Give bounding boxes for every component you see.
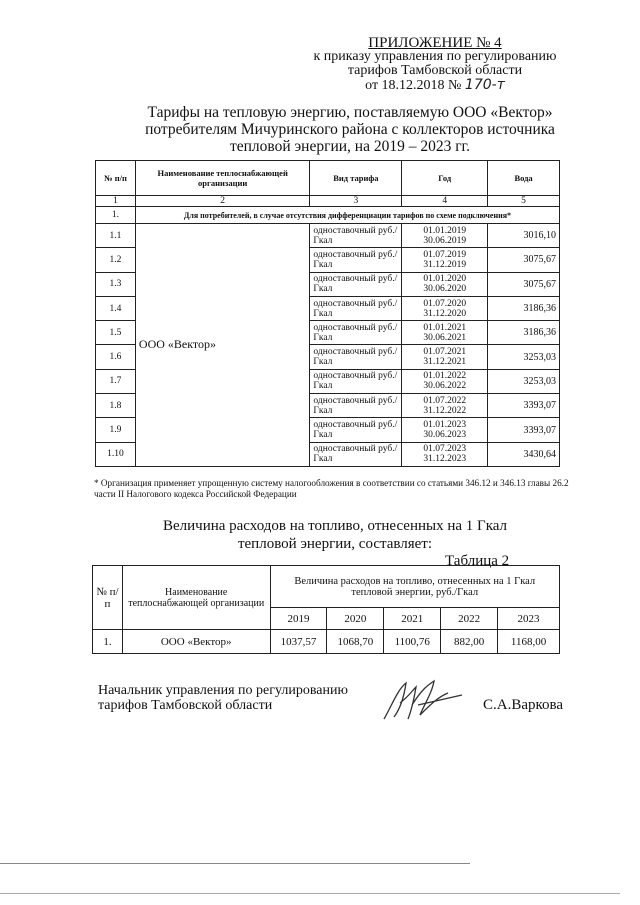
tariff-type: одноставочный руб./Гкал — [310, 394, 402, 418]
period-end: 31.12.2022 — [423, 405, 467, 416]
tariff-period — [402, 296, 488, 320]
period-start: 01.01.2021 — [423, 322, 467, 333]
appendix-line-4 — [300, 78, 570, 93]
row-num: 1.2 — [96, 248, 136, 272]
period-end: 30.06.2023 — [423, 430, 467, 441]
column-number-row — [96, 196, 560, 207]
fuel-title: Величина расходов на топливо, отнесенных на 1 Гкал тепловой энергии, составляет: — [162, 518, 508, 552]
row-num: 1.6 — [96, 345, 136, 369]
period-start: 01.01.2019 — [423, 225, 467, 236]
fuel-year: 2019 — [270, 608, 327, 630]
fuel-year: 2021 — [384, 608, 441, 630]
header-tariff-type: Вид тарифа — [310, 161, 402, 196]
tariff-type: одноставочный руб./Гкал — [310, 248, 402, 272]
section-text: Для потребителей, в случае отсутствия дифференциации тарифов по схеме подключения* — [135, 207, 559, 224]
table2-label: Таблица 2 — [445, 553, 510, 569]
period-start: 01.07.2021 — [423, 347, 467, 358]
tariff-type: одноставочный руб./Гкал — [310, 345, 402, 369]
header-num: № п/п — [96, 161, 136, 196]
col-num-4: 4 — [402, 196, 488, 207]
tariff-value: 3186,36 — [488, 321, 560, 345]
fuel-header-value: Величина расходов на топливо, отнесенных на 1 Гкал тепловой энергии, руб./Гкал — [270, 566, 560, 608]
appendix-header — [300, 36, 570, 93]
section-num: 1. — [96, 207, 136, 224]
tariff-period — [402, 442, 488, 466]
appendix-title: ПРИЛОЖЕНИЕ № 4 — [368, 35, 502, 51]
tariff-value: 3016,10 — [488, 224, 560, 248]
fuel-value: 1068,70 — [327, 630, 384, 654]
period-end: 30.06.2021 — [423, 332, 467, 343]
period-end: 30.06.2020 — [423, 284, 467, 295]
col-num-2: 2 — [135, 196, 310, 207]
tariff-period — [402, 418, 488, 442]
tariff-value: 3430,64 — [488, 442, 560, 466]
fuel-header-num: № п/п — [93, 566, 123, 630]
tariff-table — [95, 160, 560, 467]
signer-position — [98, 683, 348, 713]
period-start: 01.07.2023 — [423, 444, 467, 455]
tariff-type: одноставочный руб./Гкал — [310, 321, 402, 345]
document-title: Тарифы на тепловую энергию, поставляемую ООО «Вектор» потребителям Мичуринского района с коллекторов источника тепловой энергии, на 2019 – 2023 гг. — [145, 104, 555, 155]
fuel-value: 1100,76 — [384, 630, 441, 654]
tariff-period — [402, 321, 488, 345]
period-end: 31.12.2023 — [423, 454, 467, 465]
header-org: Наименование теплоснабжающей организации — [135, 161, 310, 196]
order-number: 170-т — [464, 77, 505, 93]
signer-position-line-2: тарифов Тамбовской области — [98, 698, 273, 713]
period-end: 31.12.2021 — [423, 357, 467, 368]
col-num-5: 5 — [488, 196, 560, 207]
fuel-year: 2020 — [327, 608, 384, 630]
row-num: 1.4 — [96, 296, 136, 320]
period-start: 01.01.2020 — [423, 274, 467, 285]
row-num: 1.9 — [96, 418, 136, 442]
tariff-value: 3393,07 — [488, 418, 560, 442]
fuel-table — [92, 565, 560, 654]
fuel-value: 1168,00 — [498, 630, 560, 654]
appendix-line-3: тарифов Тамбовской области — [347, 63, 523, 78]
fuel-year: 2022 — [441, 608, 498, 630]
row-num: 1.3 — [96, 272, 136, 296]
period-end: 31.12.2020 — [423, 308, 467, 319]
tariff-period — [402, 369, 488, 393]
fuel-data-row — [93, 630, 560, 654]
tariff-table-header — [96, 161, 560, 196]
period-end: 31.12.2019 — [423, 259, 467, 270]
bottom-rule-2 — [0, 893, 620, 894]
row-num: 1.1 — [96, 224, 136, 248]
col-num-1: 1 — [96, 196, 136, 207]
tariff-type: одноставочный руб./Гкал — [310, 369, 402, 393]
tariff-rows — [96, 224, 560, 467]
period-start: 01.07.2019 — [423, 249, 467, 260]
tariff-type: одноставочный руб./Гкал — [310, 418, 402, 442]
col-num-3: 3 — [310, 196, 402, 207]
row-num: 1.7 — [96, 369, 136, 393]
period-end: 30.06.2019 — [423, 235, 467, 246]
row-num: 1.10 — [96, 442, 136, 466]
header-water: Вода — [488, 161, 560, 196]
tariff-row — [96, 224, 560, 248]
fuel-value: 882,00 — [441, 630, 498, 654]
row-num: 1.5 — [96, 321, 136, 345]
tariff-value: 3075,67 — [488, 272, 560, 296]
footnote: * Организация применяет упрощенную систему налогообложения в соответствии со статьями 346.12 и 346.13 главы 26.2 части II Налогового кодекса Российской Федерации — [94, 478, 569, 499]
tariff-value: 3186,36 — [488, 296, 560, 320]
tariff-period — [402, 272, 488, 296]
signer-name: С.А.Варкова — [483, 697, 564, 713]
tariff-type: одноставочный руб./Гкал — [310, 296, 402, 320]
row-num: 1.8 — [96, 394, 136, 418]
tariff-type: одноставочный руб./Гкал — [310, 272, 402, 296]
section-row — [96, 207, 560, 224]
period-start: 01.07.2020 — [423, 298, 467, 309]
tariff-period — [402, 345, 488, 369]
tariff-period — [402, 248, 488, 272]
fuel-table-header — [93, 566, 560, 608]
period-end: 30.06.2022 — [423, 381, 467, 392]
tariff-type: одноставочный руб./Гкал — [310, 224, 402, 248]
fuel-header-org: Наименование теплоснабжающей организации — [122, 566, 270, 630]
fuel-row-org: ООО «Вектор» — [122, 630, 270, 654]
bottom-rule — [0, 863, 470, 864]
fuel-value: 1037,57 — [270, 630, 327, 654]
appendix-line-2: к приказу управления по регулированию — [313, 49, 557, 64]
tariff-period — [402, 394, 488, 418]
period-start: 01.01.2022 — [423, 371, 467, 382]
period-start: 01.01.2023 — [423, 420, 467, 431]
fuel-row-num: 1. — [93, 630, 123, 654]
handwritten-signature — [378, 675, 468, 725]
header-year: Год — [402, 161, 488, 196]
order-date: от 18.12.2018 № — [365, 78, 462, 93]
period-start: 01.07.2022 — [423, 395, 467, 406]
tariff-value: 3253,03 — [488, 345, 560, 369]
organization-name: ООО «Вектор» — [135, 224, 310, 467]
tariff-value: 3393,07 — [488, 394, 560, 418]
tariff-value: 3075,67 — [488, 248, 560, 272]
tariff-type: одноставочный руб./Гкал — [310, 442, 402, 466]
tariff-value: 3253,03 — [488, 369, 560, 393]
fuel-year: 2023 — [498, 608, 560, 630]
tariff-period — [402, 224, 488, 248]
signer-position-line-1: Начальник управления по регулированию — [98, 683, 348, 698]
